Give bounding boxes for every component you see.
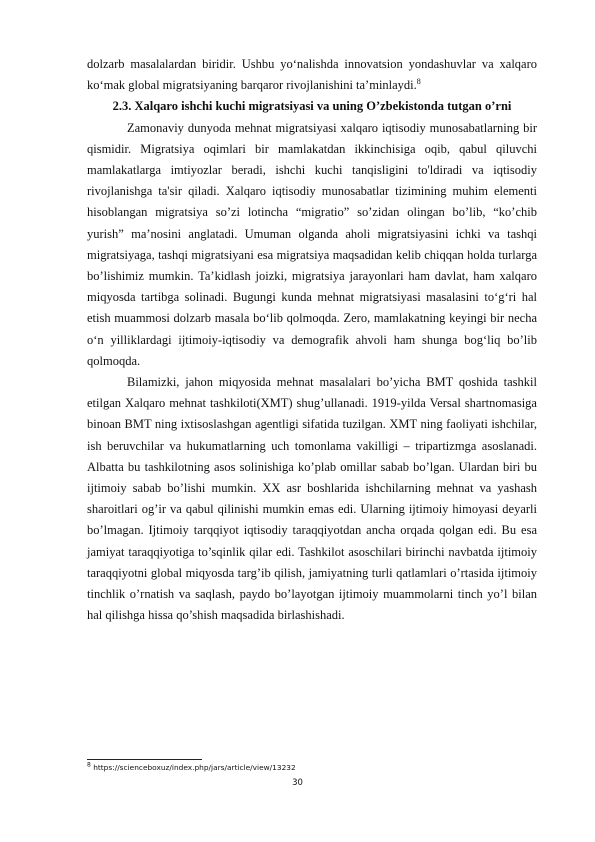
footnote-number: 8 [87, 761, 91, 769]
body-paragraph-1: Zamonaviy dunyoda mehnat migratsiyasi xalqaro iqtisodiy munosabatlarning bir qismidir. Migratsiya oqimlari bir mamlakatdan ikkinchisiga oqib, qabul qiluvchi mamlakatlarga imtiyozlar beradi, ishchi kuchi tanqisligini to'ldiradi va iqtisodiy rivojlanishga ta'sir qiladi. Xalqaro iqtisodiy munosabatlar tizimining muhim elementi hisoblangan migratsiya so’zi lotincha “migratio” so’zidan olingan bo’lib, “ko’chib yurish” ma’nosini anglatadi. Umuman olganda aholi migratsiyasini ichki va tashqi migratsiyaga, tashqi migratsiyani esa migratsiya maqsadidan kelib chiqqan holda turlarga bo’lishimiz mumkin. Ta’kidlash joizki, migratsiya jarayonlari ham davlat, ham xalqaro miqyosda tartibga solinadi. Bugungi kunda mehnat migratsiyasi masalasini to‘g‘ri hal etish muammosi dolzarb masala bo‘lib qolmoqda. Zero, mamlakatning keyingi bir necha o‘n yilliklardagi ijtimoiy-iqtisodiy va demografik ahvoli ham shunga bog‘liq bo’lib qolmoqda. [87, 120, 537, 368]
page-body [87, 54, 537, 626]
intro-paragraph-text: dolzarb masalalardan biridir. Ushbu yo‘nalishda innovatsion yondashuvlar va xalqaro ko‘mak global migratsiyaning barqaror rivojlanishini ta’minlaydi. [87, 57, 537, 93]
footnote-reference[interactable]: 8 [416, 77, 421, 87]
section-heading: 2.3. Xalqaro ishchi kuchi migratsiyasi va uning O’zbekistonda tutgan o’rni [112, 99, 512, 114]
footnote-link[interactable]: https://scienceboxuz/index.php/jars/article/view/13232 [93, 763, 296, 772]
intro-paragraph [87, 54, 537, 96]
page-number: 30 [292, 778, 303, 788]
footnote-divider [87, 759, 202, 760]
body-paragraph-2: Bilamizki, jahon miqyosida mehnat masalalari bo’yicha BMT qoshida tashkil etilgan Xalqaro mehnat tashkiloti(XMT) shug’ullanadi. 1919-yilda Versal shartnomasiga binoan BMT ning ixtisoslashgan agentligi sifatida tuzilgan. XMT ning faoliyati ishchilar, ish beruvchilar va hukumatlarning uch tomonlama vakilligi – tripartizmga asoslanadi. Albatta bu tashkilotning asos solinishiga ko’plab omillar sabab bo’lgan. Ulardan biri bu ijtimoiy sabab bo’lishi mumkin. XX asr boshlarida ishchilarning mehnat va yashash sharoitlari og’ir va qabul qilinishi mumkin emas edi. Ularning ijtimoiy himoyasi deyarli bo’lmagan. Ijtimoiy tarqqiyot iqtisodiy taraqqiyotdan ancha orqada qolgan edi. Bu esa jamiyat taraqqiyotiga to’sqinlik qilar edi. Tashkilot asoschilari birinchi navbatda ijtimoiy taraqqiyotni global miqyosda targ’ib qilish, jamiyatning turli qatlamlari o’rtasida ijtimoiy tinchlik o’rnatish va saqlash, paydo bo’layotgan ijtimoiy muammolarni tinch yo’l bilan hal qilishga hissa qo’shish maqsadida birlashishadi. [87, 375, 537, 623]
footnote [87, 763, 537, 773]
